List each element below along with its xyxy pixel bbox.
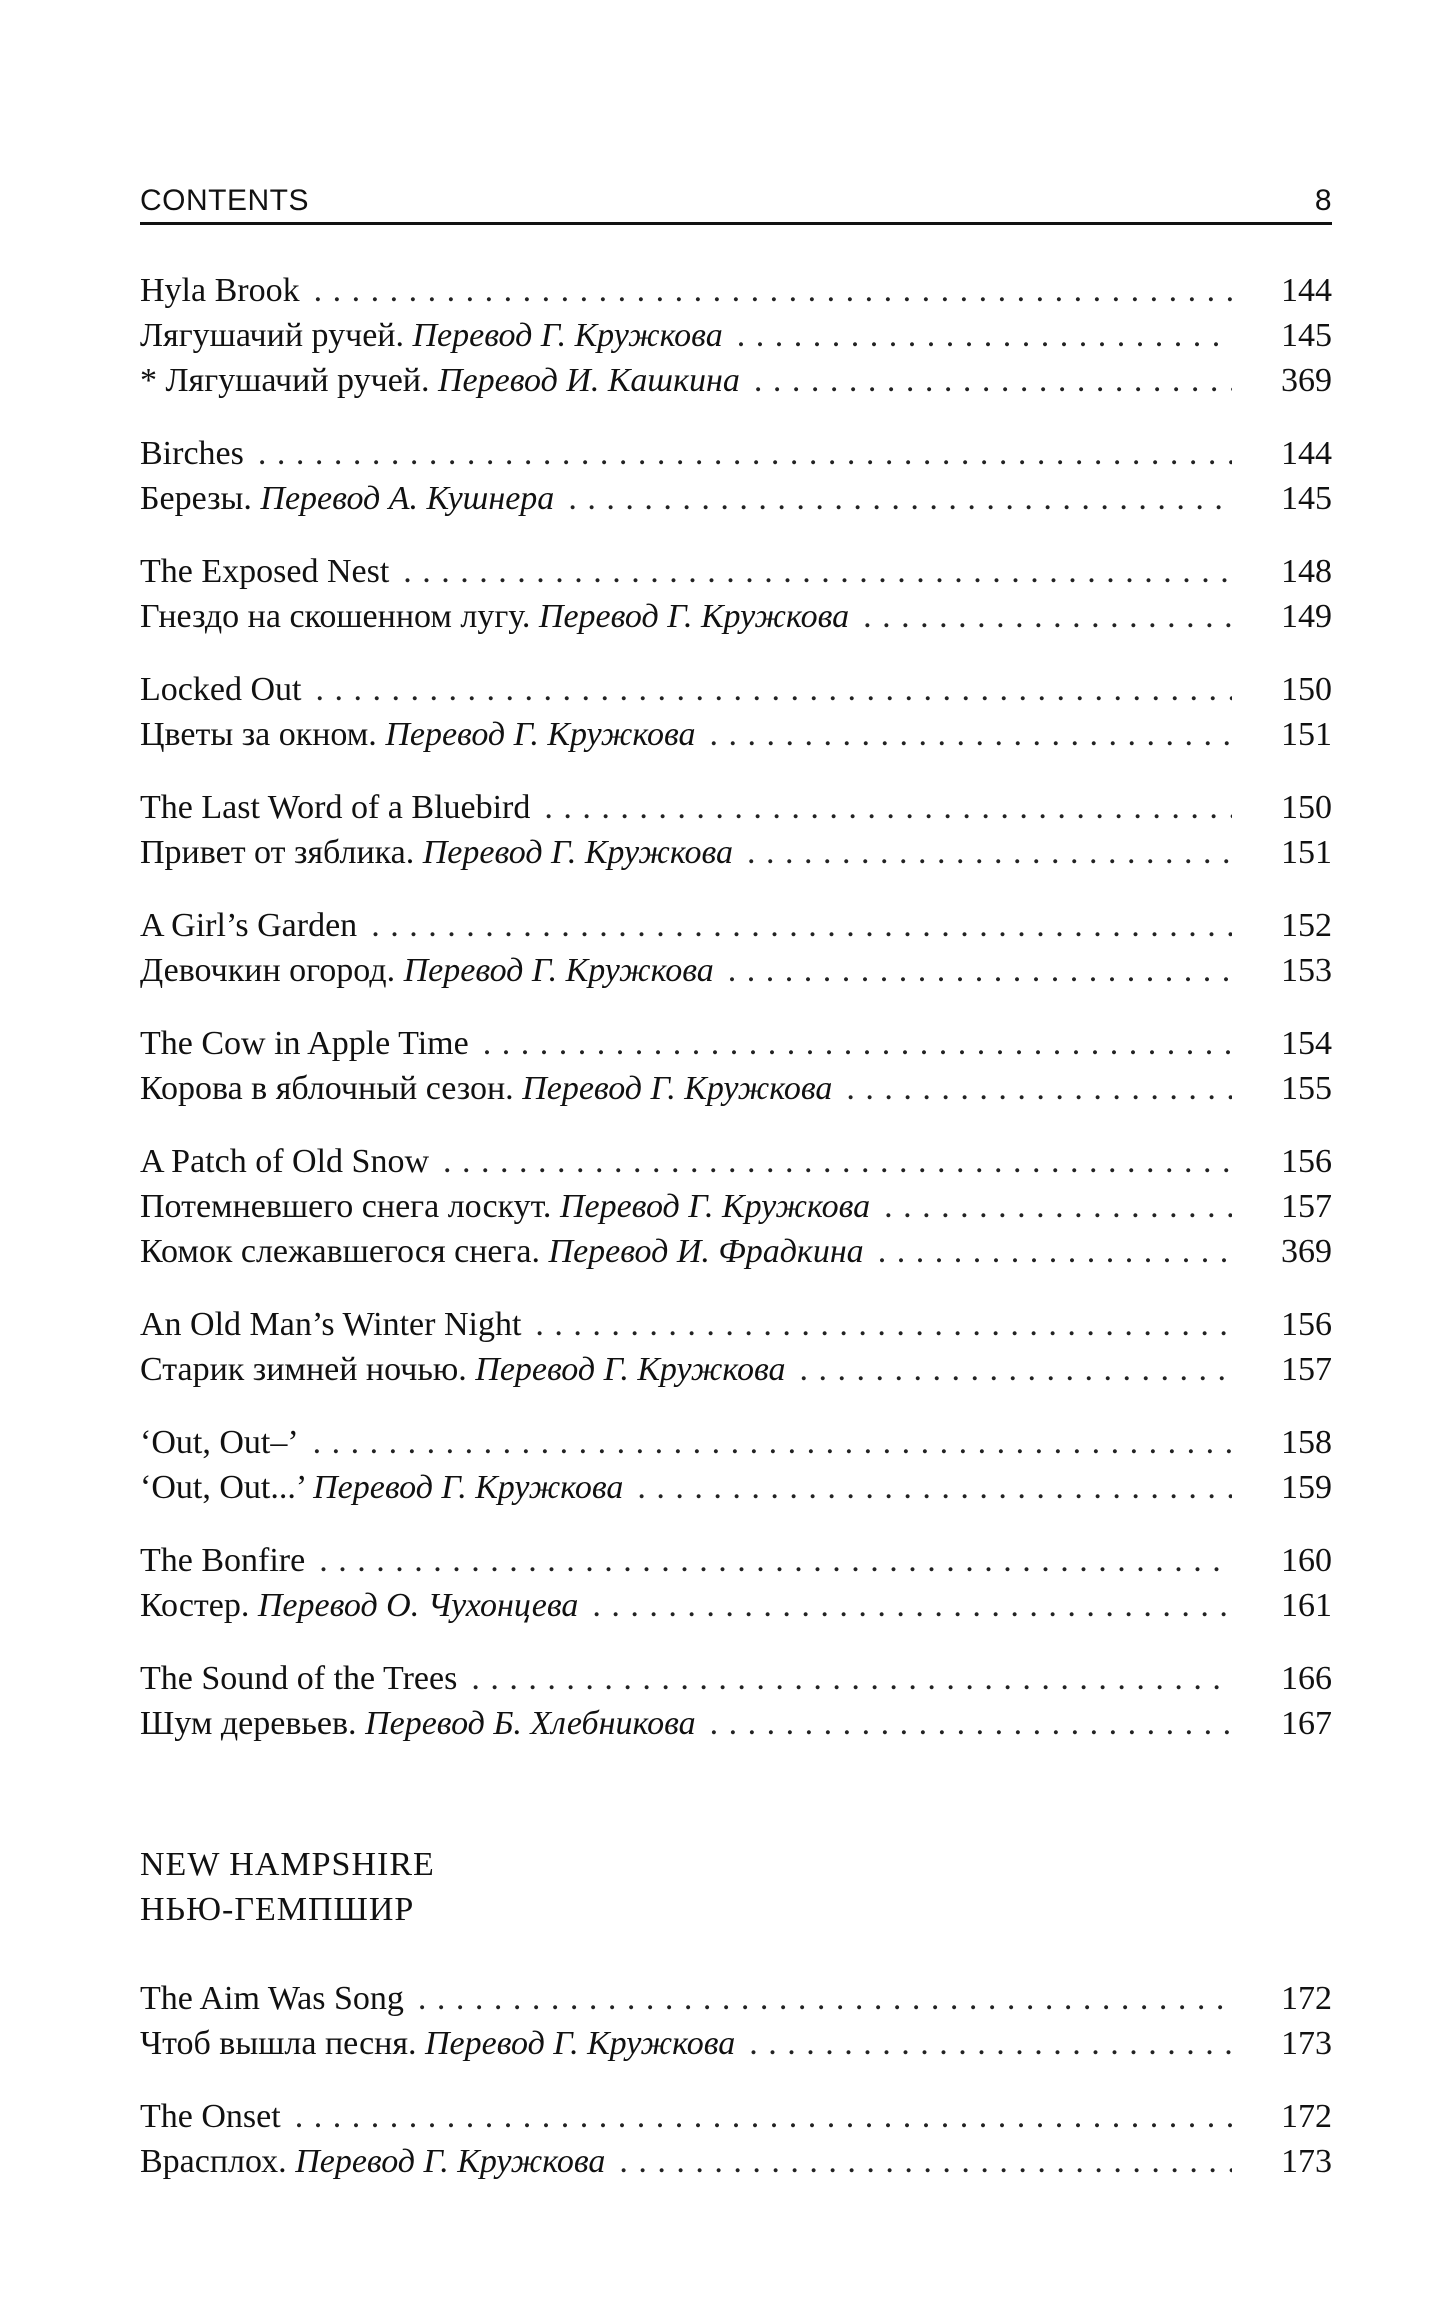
running-head-page-number: 8 [1314, 184, 1332, 217]
dot-leader [863, 594, 1232, 639]
entry-title [140, 358, 740, 403]
poem-title: Чтоб вышла песня. [140, 2025, 417, 2062]
poem-title: The Last Word of a Bluebird [140, 789, 531, 826]
toc-entry [140, 1656, 1332, 1701]
poem-title: Врасплох. [140, 2143, 287, 2180]
translator-credit: Перевод Г. Кружкова [422, 834, 733, 871]
dot-leader [747, 830, 1232, 875]
poem-title: A Girl’s Garden [140, 907, 358, 944]
entry-title [140, 1420, 299, 1465]
dot-leader [258, 431, 1232, 476]
toc-group [140, 1976, 1332, 2066]
toc-entry [140, 268, 1332, 313]
entry-title [140, 1976, 404, 2021]
dot-leader [846, 1066, 1232, 1111]
dot-leader [737, 313, 1232, 358]
poem-title: The Onset [140, 2098, 281, 2135]
entry-page-number: 152 [1281, 907, 1332, 944]
entry-page-number: 157 [1281, 1188, 1332, 1225]
dot-leader [749, 2021, 1232, 2066]
poem-title: Hyla Brook [140, 272, 300, 309]
poem-title: Девочкин огород. [140, 952, 396, 989]
entry-title [140, 1701, 696, 1746]
entry-title [140, 667, 301, 712]
dot-leader [884, 1184, 1232, 1229]
entry-title [140, 2021, 735, 2066]
entry-title [140, 903, 357, 948]
entry-title [140, 549, 389, 594]
section-heading [140, 1842, 1332, 1932]
toc-group [140, 903, 1332, 993]
poem-title: Цветы за окном. [140, 716, 377, 753]
toc-entry [140, 1302, 1332, 1347]
poem-title: Привет от зяблика. [140, 834, 415, 871]
entry-title [140, 1066, 832, 1111]
toc-group [140, 549, 1332, 639]
entry-page-number: 172 [1281, 2098, 1332, 2135]
toc-entry [140, 549, 1332, 594]
poem-title: An Old Man’s Winter Night [140, 1306, 522, 1343]
poem-title: Комок слежавшегося снега. [140, 1233, 541, 1270]
toc-entry [140, 2094, 1332, 2139]
translator-credit: Перевод Г. Кружкова [475, 1351, 786, 1388]
toc-entry [140, 358, 1332, 403]
dot-leader [295, 2094, 1232, 2139]
entry-title [140, 313, 723, 358]
toc-entry [140, 1538, 1332, 1583]
toc-group [140, 1420, 1332, 1510]
section-heading-russian: НЬЮ-ГЕМПШИР [140, 1891, 415, 1928]
toc-group [140, 1302, 1332, 1392]
dot-leader [483, 1021, 1232, 1066]
section-toc-groups [140, 1976, 1332, 2184]
toc-group [140, 785, 1332, 875]
entry-page-number: 156 [1281, 1306, 1332, 1343]
entry-title [140, 1139, 429, 1184]
dot-leader [592, 1583, 1232, 1628]
toc-group [140, 431, 1332, 521]
entry-page-number: 167 [1281, 1705, 1332, 1742]
entry-page-number: 166 [1281, 1660, 1332, 1697]
poem-title: Березы. [140, 480, 252, 517]
dot-leader [403, 549, 1232, 594]
translator-credit: Перевод Г. Кружкова [538, 598, 850, 635]
table-of-contents [140, 268, 1332, 2212]
poem-title: Шум деревьев. [140, 1705, 357, 1742]
toc-group [140, 1656, 1332, 1746]
running-head [140, 178, 1332, 225]
dot-leader [319, 1538, 1232, 1583]
entry-page-number: 145 [1281, 480, 1332, 517]
poem-title: The Bonfire [140, 1542, 306, 1579]
translator-credit: Перевод И. Фрадкина [548, 1233, 864, 1270]
entry-page-number: 144 [1281, 272, 1332, 309]
entry-page-number: 145 [1281, 317, 1332, 354]
entry-page-number: 369 [1281, 1233, 1332, 1270]
toc-entry [140, 667, 1332, 712]
toc-entry [140, 1066, 1332, 1111]
poem-title: Locked Out [140, 671, 302, 708]
poem-title: Birches [140, 435, 244, 472]
entry-title [140, 268, 300, 313]
entry-title [140, 1021, 469, 1066]
dot-leader [619, 2139, 1232, 2184]
entry-page-number: 148 [1281, 553, 1332, 590]
translator-credit: Перевод Б. Хлебникова [365, 1705, 696, 1742]
poem-title: The Sound of the Trees [140, 1660, 458, 1697]
poem-title: ‘Out, Out...’ [140, 1469, 305, 1506]
entry-title [140, 830, 733, 875]
toc-entry [140, 431, 1332, 476]
dot-leader [443, 1139, 1232, 1184]
entry-page-number: 157 [1281, 1351, 1332, 1388]
toc-entry [140, 1229, 1332, 1274]
dot-leader [418, 1976, 1232, 2021]
translator-credit: Перевод Г. Кружкова [412, 317, 723, 354]
section-heading-english: NEW HAMPSHIRE [140, 1846, 435, 1883]
poem-title: ‘Out, Out–’ [140, 1424, 299, 1461]
poem-title: Костер. [140, 1587, 250, 1624]
entry-page-number: 155 [1281, 1070, 1332, 1107]
toc-entry [140, 1976, 1332, 2021]
poem-title: The Cow in Apple Time [140, 1025, 469, 1062]
poem-title: The Exposed Nest [140, 553, 390, 590]
entry-title [140, 1583, 578, 1628]
toc-group [140, 268, 1332, 403]
poem-title: Потемневшего снега лоскут. [140, 1188, 552, 1225]
toc-group [140, 1021, 1332, 1111]
dot-leader [314, 268, 1232, 313]
translator-credit: Перевод Г. Кружкова [559, 1188, 871, 1225]
toc-entry [140, 313, 1332, 358]
entry-title [140, 1229, 864, 1274]
entry-page-number: 156 [1281, 1143, 1332, 1180]
toc-entry [140, 903, 1332, 948]
entry-page-number: 158 [1281, 1424, 1332, 1461]
dot-leader [544, 785, 1232, 830]
running-head-title: CONTENTS [140, 184, 309, 217]
toc-entry [140, 476, 1332, 521]
entry-title [140, 712, 696, 757]
toc-entry [140, 830, 1332, 875]
toc-entry [140, 1420, 1332, 1465]
translator-credit: Перевод Г. Кружкова [295, 2143, 606, 2180]
toc-entry [140, 785, 1332, 830]
toc-entry [140, 1701, 1332, 1746]
toc-entry [140, 1465, 1332, 1510]
translator-credit: Перевод А. Кушнера [260, 480, 555, 517]
translator-credit: Перевод Г. Кружкова [522, 1070, 833, 1107]
toc-entry [140, 2021, 1332, 2066]
dot-leader [471, 1656, 1232, 1701]
poem-title: The Aim Was Song [140, 1980, 404, 2017]
toc-entry [140, 2139, 1332, 2184]
translator-credit: Перевод Г. Кружкова [425, 2025, 736, 2062]
entry-page-number: 173 [1281, 2025, 1332, 2062]
dot-leader [710, 1701, 1232, 1746]
toc-entry [140, 1347, 1332, 1392]
entry-title [140, 2139, 605, 2184]
toc-entry [140, 1021, 1332, 1066]
entry-title [140, 1347, 785, 1392]
entry-title [140, 594, 849, 639]
entry-page-number: 151 [1281, 716, 1332, 753]
translator-credit: Перевод И. Кашкина [437, 362, 740, 399]
entry-page-number: 173 [1281, 2143, 1332, 2180]
toc-entry [140, 1583, 1332, 1628]
toc-entry [140, 948, 1332, 993]
translator-credit: Перевод Г. Кружкова [385, 716, 696, 753]
entry-page-number: 151 [1281, 834, 1332, 871]
dot-leader [315, 667, 1232, 712]
entry-title [140, 1656, 457, 1701]
poem-title: Лягушачий ручей. [140, 317, 404, 354]
entry-page-number: 154 [1281, 1025, 1332, 1062]
poem-title: A Patch of Old Snow [140, 1143, 429, 1180]
toc-groups [140, 268, 1332, 1746]
dot-leader [799, 1347, 1232, 1392]
entry-page-number: 161 [1281, 1587, 1332, 1624]
entry-page-number: 150 [1281, 789, 1332, 826]
entry-title [140, 1184, 870, 1229]
entry-title [140, 948, 714, 993]
toc-entry [140, 712, 1332, 757]
entry-page-number: 150 [1281, 671, 1332, 708]
dot-leader [637, 1465, 1232, 1510]
entry-title [140, 1465, 623, 1510]
toc-group [140, 1139, 1332, 1274]
entry-title [140, 431, 244, 476]
translator-credit: Перевод О. Чухонцева [257, 1587, 579, 1624]
dot-leader [568, 476, 1232, 521]
poem-title: * Лягушачий ручей. [140, 362, 430, 399]
poem-title: Корова в яблочный сезон. [140, 1070, 514, 1107]
entry-page-number: 149 [1281, 598, 1332, 635]
entry-page-number: 159 [1281, 1469, 1332, 1506]
entry-title [140, 1538, 305, 1583]
dot-leader [371, 903, 1232, 948]
entry-page-number: 144 [1281, 435, 1332, 472]
poem-title: Гнездо на скошенном лугу. [140, 598, 531, 635]
entry-title [140, 785, 530, 830]
toc-entry [140, 594, 1332, 639]
toc-group [140, 2094, 1332, 2184]
entry-page-number: 160 [1281, 1542, 1332, 1579]
toc-entry [140, 1139, 1332, 1184]
entry-page-number: 153 [1281, 952, 1332, 989]
toc-group [140, 667, 1332, 757]
entry-page-number: 172 [1281, 1980, 1332, 2017]
toc-entry [140, 1184, 1332, 1229]
entry-title [140, 476, 554, 521]
dot-leader [535, 1302, 1232, 1347]
translator-credit: Перевод Г. Кружкова [313, 1469, 624, 1506]
dot-leader [313, 1420, 1232, 1465]
dot-leader [728, 948, 1232, 993]
translator-credit: Перевод Г. Кружкова [403, 952, 714, 989]
entry-page-number: 369 [1281, 362, 1332, 399]
toc-group [140, 1538, 1332, 1628]
dot-leader [754, 358, 1232, 403]
dot-leader [710, 712, 1232, 757]
entry-title [140, 1302, 521, 1347]
dot-leader [878, 1229, 1232, 1274]
entry-title [140, 2094, 281, 2139]
poem-title: Старик зимней ночью. [140, 1351, 467, 1388]
